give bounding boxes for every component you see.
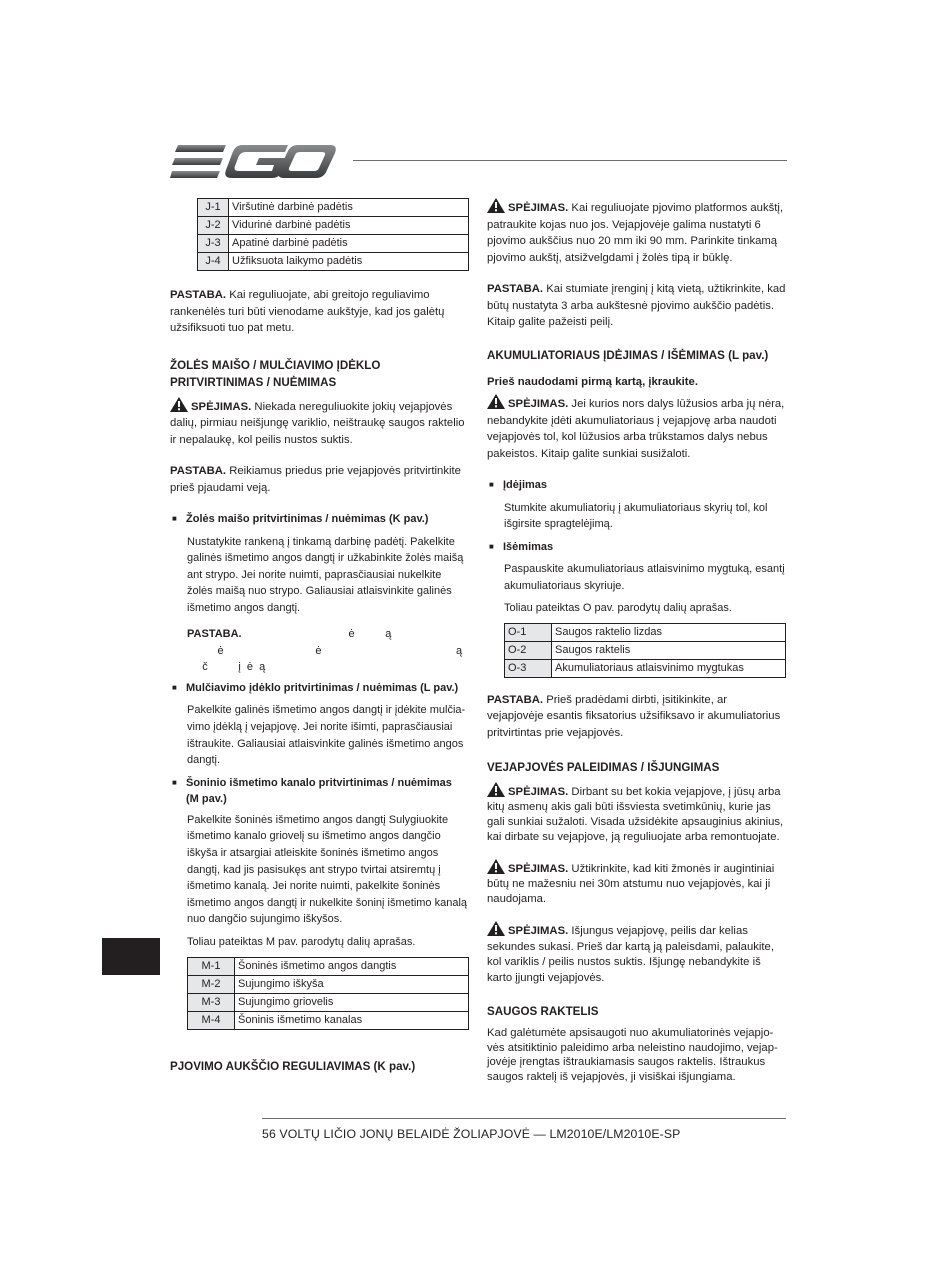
note-latch: PASTABA. Prieš pradėdami dirbti, įsitikinkite, ar vejapjovėje esantis fiksatorius užsifiksavo ir akumuliatorius pritvirtintas prie vejapjovės. (487, 693, 781, 739)
table-m-intro: Toliau pateiktas M pav. parodytų dalių aprašas. (187, 936, 416, 948)
table-row: O-2 Saugos raktelis (505, 641, 786, 659)
warning-icon (170, 397, 188, 412)
table-row: M-3 Sujungimo griovelis (188, 993, 469, 1011)
ego-logo (170, 141, 338, 183)
warning-icon (487, 782, 505, 797)
parts-table-o (504, 623, 786, 678)
warning-icon (487, 198, 505, 213)
page-footer: 56 VOLTŲ LIČIO JONŲ BELAIDĖ ŽOLIAPJOVĖ — LM2010E/LM2010E-SP (262, 1127, 681, 1141)
language-side-tab (102, 938, 160, 975)
warning-cutting-height: SPĖJIMAS. Kai reguliuojate pjovimo platformos aukštį, patraukite kojas nuo jos. Vejapjovėje galima nustatyti 6 pjovimo aukščius nuo 20 mm iki 90 mm. Parinkite tinkamą pjovimo aukštį, atsižvelgdami į žolės tipą ir būklę. (487, 198, 786, 266)
table-row: M-2 Sujungimo iškyša (188, 975, 469, 993)
bullet-remove: ■ Išėmimas (487, 539, 786, 556)
paragraph-side-discharge: Pakelkite šoninės išmetimo angos dangtį Sulygiuokite išmetimo kanalo griovelį su išmetimo angos dangčio iškyša ir atsargiai atleiskite šoninės išmetimo angos dangtį, kad jis pasisukęs ant strypo tvirtai atsiremtų į išmetimo kanalą. Jei norite nuimti, pakelkite šoninės išmetimo angos dangtį ir nukelkite šoninį išmetimo kanalą nuo dangčio sujungimo iškyšos. (187, 813, 468, 926)
table-row: O-1 Saugos raktelio lizdas (505, 623, 786, 641)
warning-adjust: SPĖJIMAS. Niekada nereguliuokite jokių vejapjovės dalių, pirmiau neišjungę variklio, neištraukę saugos raktelio ir nepalaukę, kol peilis nustos suktis. (170, 397, 469, 449)
table-row: M-1 Šoninės išmetimo angos dangtis (188, 957, 469, 975)
section-heading-grass-bag: ŽOLĖS MAIŠO / MULČIAVIMO ĮDĖKLO PRITVIRTINIMAS / NUĖMIMAS (170, 358, 381, 389)
table-row: O-3 Akumuliatoriaus atlaisvinimo mygtukas (505, 659, 786, 677)
warning-eye-protection: SPĖJIMAS. Dirbant su bet kokia vejapjove, į jūsų arba kitų asmenų akis gali būti išsviesta svetimkūnių, kurie jas gali sunkiai sužaloti. Visada užsidėkite apsauginius akinius, kai dirbate su vejapjove, ją reguliuojate arba remontuojate. (487, 782, 786, 845)
bullet-insert: ■ Įdėjimas (487, 477, 786, 494)
paragraph-insert: Stumkite akumuliatorių į akumuliatoriaus skyrių tol, kol išgirsite spragtelėjimą. (504, 501, 768, 531)
subheading-charge-first: Prieš naudodami pirmą kartą, įkraukite. (487, 375, 698, 388)
warning-blade-spin: SPĖJIMAS. Išjungus vejapjovę, peilis dar kelias sekundes sukasi. Prieš dar kartą ją paleisdami, palaukite, kol variklis / peilis nustos suktis. Išjungę nebandykite iš karto įjungti vejapjovės. (487, 921, 786, 986)
warning-icon (487, 859, 505, 874)
parts-table-j (197, 198, 469, 271)
parts-table-m (187, 957, 469, 1030)
paragraph-grass-bag: Nustatykite rankeną į tinkamą darbinę padėtį. Pakelkite galinės išmetimo angos dangtį ir užkabinkite žolės maišą ant strypo. Jei norite nuimti, paprasčiausiai nukelkite žolės maišą nuo strypo. Galiausiai atlaisvinkite galinės išmetimo angos dangtį. (187, 535, 464, 614)
note-quick-adjust: PASTABA. Kai reguliuojate, abi greitojo reguliavimo rankenėlės turi būti vienodame aukštyje, kad jos galėtų užsifiksuoti tuo pat metu. (170, 289, 445, 334)
table-row: J-1 Viršutinė darbinė padėtis (198, 199, 469, 217)
section-heading-battery: AKUMULIATORIAUS ĮDĖJIMAS / IŠĖMIMAS (L pav.) (487, 348, 769, 362)
warning-broken-parts: SPĖJIMAS. Jei kurios nors dalys lūžusios arba jų nėra, nebandykite įdėti akumuliatoriaus į vejapjovę arba naudoti vejapjovės tol, kol lūžusios arba trūkstamos dalys nebus pakeistos. Kitaip galite sunkiai susižaloti. (487, 394, 786, 462)
bullet-side-discharge: ■ Šoninio išmetimo kanalo pritvirtinimas / nuėmimas (M pav.) (170, 775, 469, 808)
note-accessories: PASTABA. Reikiamus priedus prie vejapjovės pritvirtinkite prieš pjaudami veją. (170, 465, 461, 494)
warning-icon (487, 921, 505, 936)
header-rule (353, 160, 787, 161)
bullet-grass-bag: ■ Žolės maišo pritvirtinimas / nuėmimas (K pav.) (170, 511, 469, 528)
section-heading-start-stop: VEJAPJOVĖS PALEIDIMAS / IŠJUNGIMAS (487, 761, 720, 775)
paragraph-mulch-plug: Pakelkite galinės išmetimo angos dangtį ir įdėkite mulčia-vimo įdėklą į vejapjovę. Jei norite išimti, paprasčiausiai ištraukite. Galiausiai atlaisvinkite galinės išmetimo angos dangtį. (187, 704, 466, 767)
warning-bystanders: SPĖJIMAS. Užtikrinkite, kad kiti žmonės ir augintiniai būtų ne mažesniu nei 30m atstumu nuo vejapjovės, kai ji naudojama. (487, 859, 786, 907)
note-garbled: PASTABA. ė ą ė ė ą č į ė ą (187, 628, 463, 674)
paragraph-remove: Paspauskite akumuliatoriaus atlaisvinimo mygtuką, esantį akumuliatoriaus skyriuje. (504, 563, 785, 592)
warning-icon (487, 394, 505, 409)
left-column (170, 198, 469, 1081)
table-row: M-4 Šoninis išmetimo kanalas (188, 1011, 469, 1029)
note-moving: PASTABA. Kai stumiate įrenginį į kitą vietą, užtikrinkite, kad būtų nustatyta 3 arba aukštesnė pjovimo aukščio padėtis. Kitaip galite pažeisti peilį. (487, 283, 786, 328)
footer-rule (262, 1118, 786, 1119)
table-row: J-3 Apatinė darbinė padėtis (198, 235, 469, 253)
table-o-intro: Toliau pateiktas O pav. parodytų dalių aprašas. (504, 602, 732, 615)
bullet-mulch-plug: ■ Mulčiavimo įdėklo pritvirtinimas / nuėmimas (L pav.) (170, 680, 469, 697)
section-heading-safety-key: SAUGOS RAKTELIS (487, 1005, 599, 1019)
section-heading-cutting-height: PJOVIMO AUKŠČIO REGULIAVIMAS (K pav.) (170, 1059, 416, 1073)
table-row: J-4 Užfiksuota laikymo padėtis (198, 253, 469, 271)
right-column (487, 198, 786, 1084)
table-row: J-2 Vidurinė darbinė padėtis (198, 217, 469, 235)
paragraph-safety-key: Kad galėtumėte apsisaugoti nuo akumuliatorinės vejapjo-vės atsitiktinio paleidimo arba neleistino naudojimo, vejap-jovėje įrengtas ištraukiamasis saugos raktelis. Ištraukus saugos raktelį iš vejapjovės, ji visiškai išjungiama. (487, 1027, 778, 1083)
